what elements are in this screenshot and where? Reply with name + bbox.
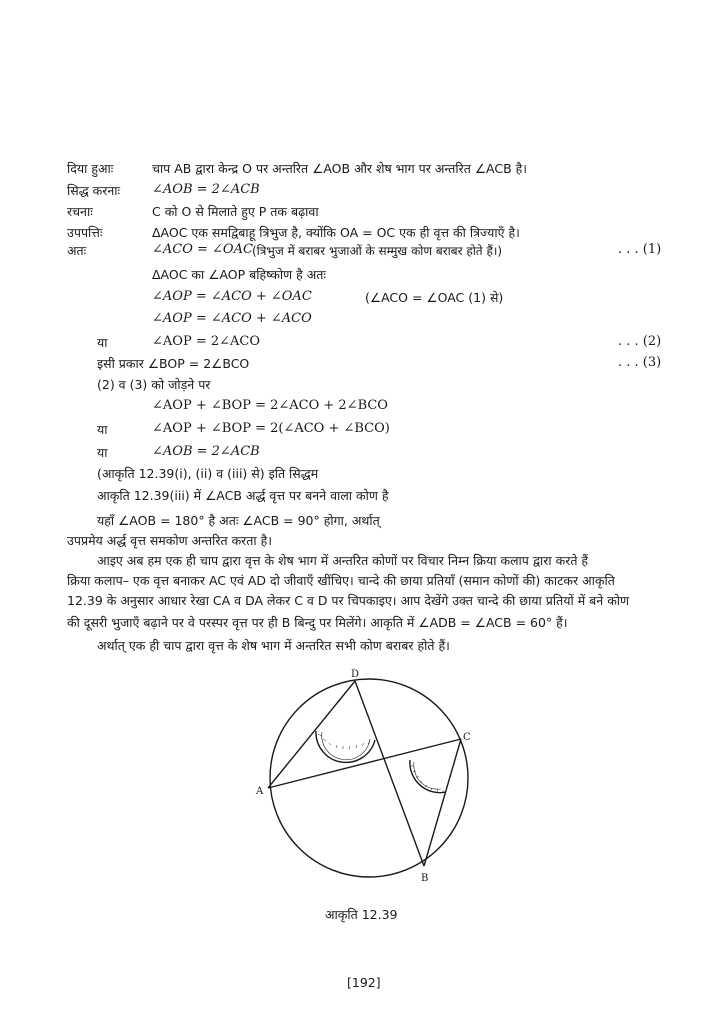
step1-expression: ∠ACO = ∠OAC (152, 242, 253, 257)
equation-number-1: . . . (1) (618, 242, 662, 257)
step8: ∠AOP + ∠BOP = 2∠ACO + 2∠BCO (152, 398, 388, 413)
point-d-label: D (351, 669, 360, 680)
construction-text: C को O से मिलाते हुए P तक बढ़ावा (152, 204, 319, 219)
proof-text: ΔAOC एक समद्विबाहू त्रिभुज है, क्योंकि OA = OC एक ही वृत्त की त्रिज्याएँ है। (152, 225, 520, 240)
hence-label: अतः (67, 243, 87, 258)
step13: यहाँ ∠AOB = 180° है अतः ∠ACB = 90° होगा, अर्थात् (97, 513, 380, 528)
step12: आकृति 12.39(iii) में ∠ACB अर्द्ध वृत्त पर बनने वाला कोण है (97, 488, 389, 503)
proof-label: उपपत्तिः (67, 225, 103, 240)
given-text: चाप AB द्वारा केन्द्र O पर अन्तरित ∠AOB और शेष भाग पर अन्तरित ∠ACB है। (152, 161, 528, 176)
point-b-label: B (421, 873, 429, 884)
step9: ∠AOP + ∠BOP = 2(∠ACO + ∠BCO) (152, 421, 390, 436)
paragraph-line-1: आइए अब हम एक ही चाप द्वारा वृत्त के शेष भाग में अन्तरित कोणों पर विचार निम्न क्रिया कलाप द्वारा करते हैं (97, 553, 589, 568)
step3: ∠AOP = ∠ACO + ∠OAC (152, 289, 312, 304)
paragraph-line-4: की दूसरी भुजाएँ बढ़ाने पर वे परस्पर वृत्त पर ही B बिन्दु पर मिलेंगे। आकृति में ∠ADB = ∠ACB = 60° हैं। (67, 615, 568, 630)
equation-number-3: . . . (3) (618, 355, 662, 370)
step7: (2) व (3) को जोड़ने पर (97, 377, 211, 392)
point-c-label: C (463, 732, 471, 743)
step2: ΔAOC का ∠AOP बहिष्कोण है अतः (152, 267, 326, 282)
equation-number-2: . . . (2) (618, 334, 662, 349)
paragraph-line-5: अर्थात् एक ही चाप द्वारा वृत्त के शेष भाग में अन्तरित सभी कोण बराबर होते हैं। (97, 638, 450, 653)
or-label: या (97, 445, 108, 460)
figure-caption: आकृति 12.39 (325, 907, 398, 922)
or-label: या (97, 422, 108, 437)
chord-db (355, 681, 424, 866)
page-number: [192] (347, 975, 381, 990)
protractor-c-arc (410, 760, 446, 793)
paragraph-line-2: क्रिया कलाप– एक वृत्त बनाकर AC एवं AD दो जीवाएँ खींचिए। चान्दे की छाया प्रतियाँ (समान कोणों की) काटकर आकृति (67, 573, 615, 588)
step4: ∠AOP = ∠ACO + ∠ACO (152, 311, 312, 326)
corollary: उपप्रमेय अर्द्ध वृत्त समकोण अन्तरित करता है। (67, 533, 273, 548)
step6: इसी प्रकार ∠BOP = 2∠BCO (97, 356, 250, 371)
to-prove-label: सिद्ध करनाः (67, 183, 121, 198)
or-label: या (97, 335, 108, 350)
paragraph-line-3: 12.39 के अनुसार आधार रेखा CA व DA लेकर C व D पर चिपकाइए। आप देखेंगे उक्त चान्दे की छाया प्रतियों में बने कोण (67, 593, 630, 608)
chord-ac (268, 739, 461, 788)
step5: ∠AOP = 2∠ACO (152, 334, 260, 349)
chord-cb (424, 739, 461, 866)
protractor-d-arc (316, 731, 375, 762)
point-a-label: A (256, 786, 264, 797)
given-label: दिया हुआः (67, 161, 114, 176)
step1-note: (त्रिभुज में बराबर भुजाओं के सम्मुख कोण बराबर होते हैं।) (252, 244, 503, 258)
step11: (आकृति 12.39(i), (ii) व (iii) से) इति सिद्धम (97, 466, 319, 481)
step10: ∠AOB = 2∠ACB (152, 444, 260, 459)
step3-note: (∠ACO = ∠OAC (1) से) (365, 290, 504, 305)
construction-label: रचनाः (67, 204, 93, 219)
circle (270, 679, 468, 877)
to-prove-text: ∠AOB = 2∠ACB (152, 182, 260, 197)
